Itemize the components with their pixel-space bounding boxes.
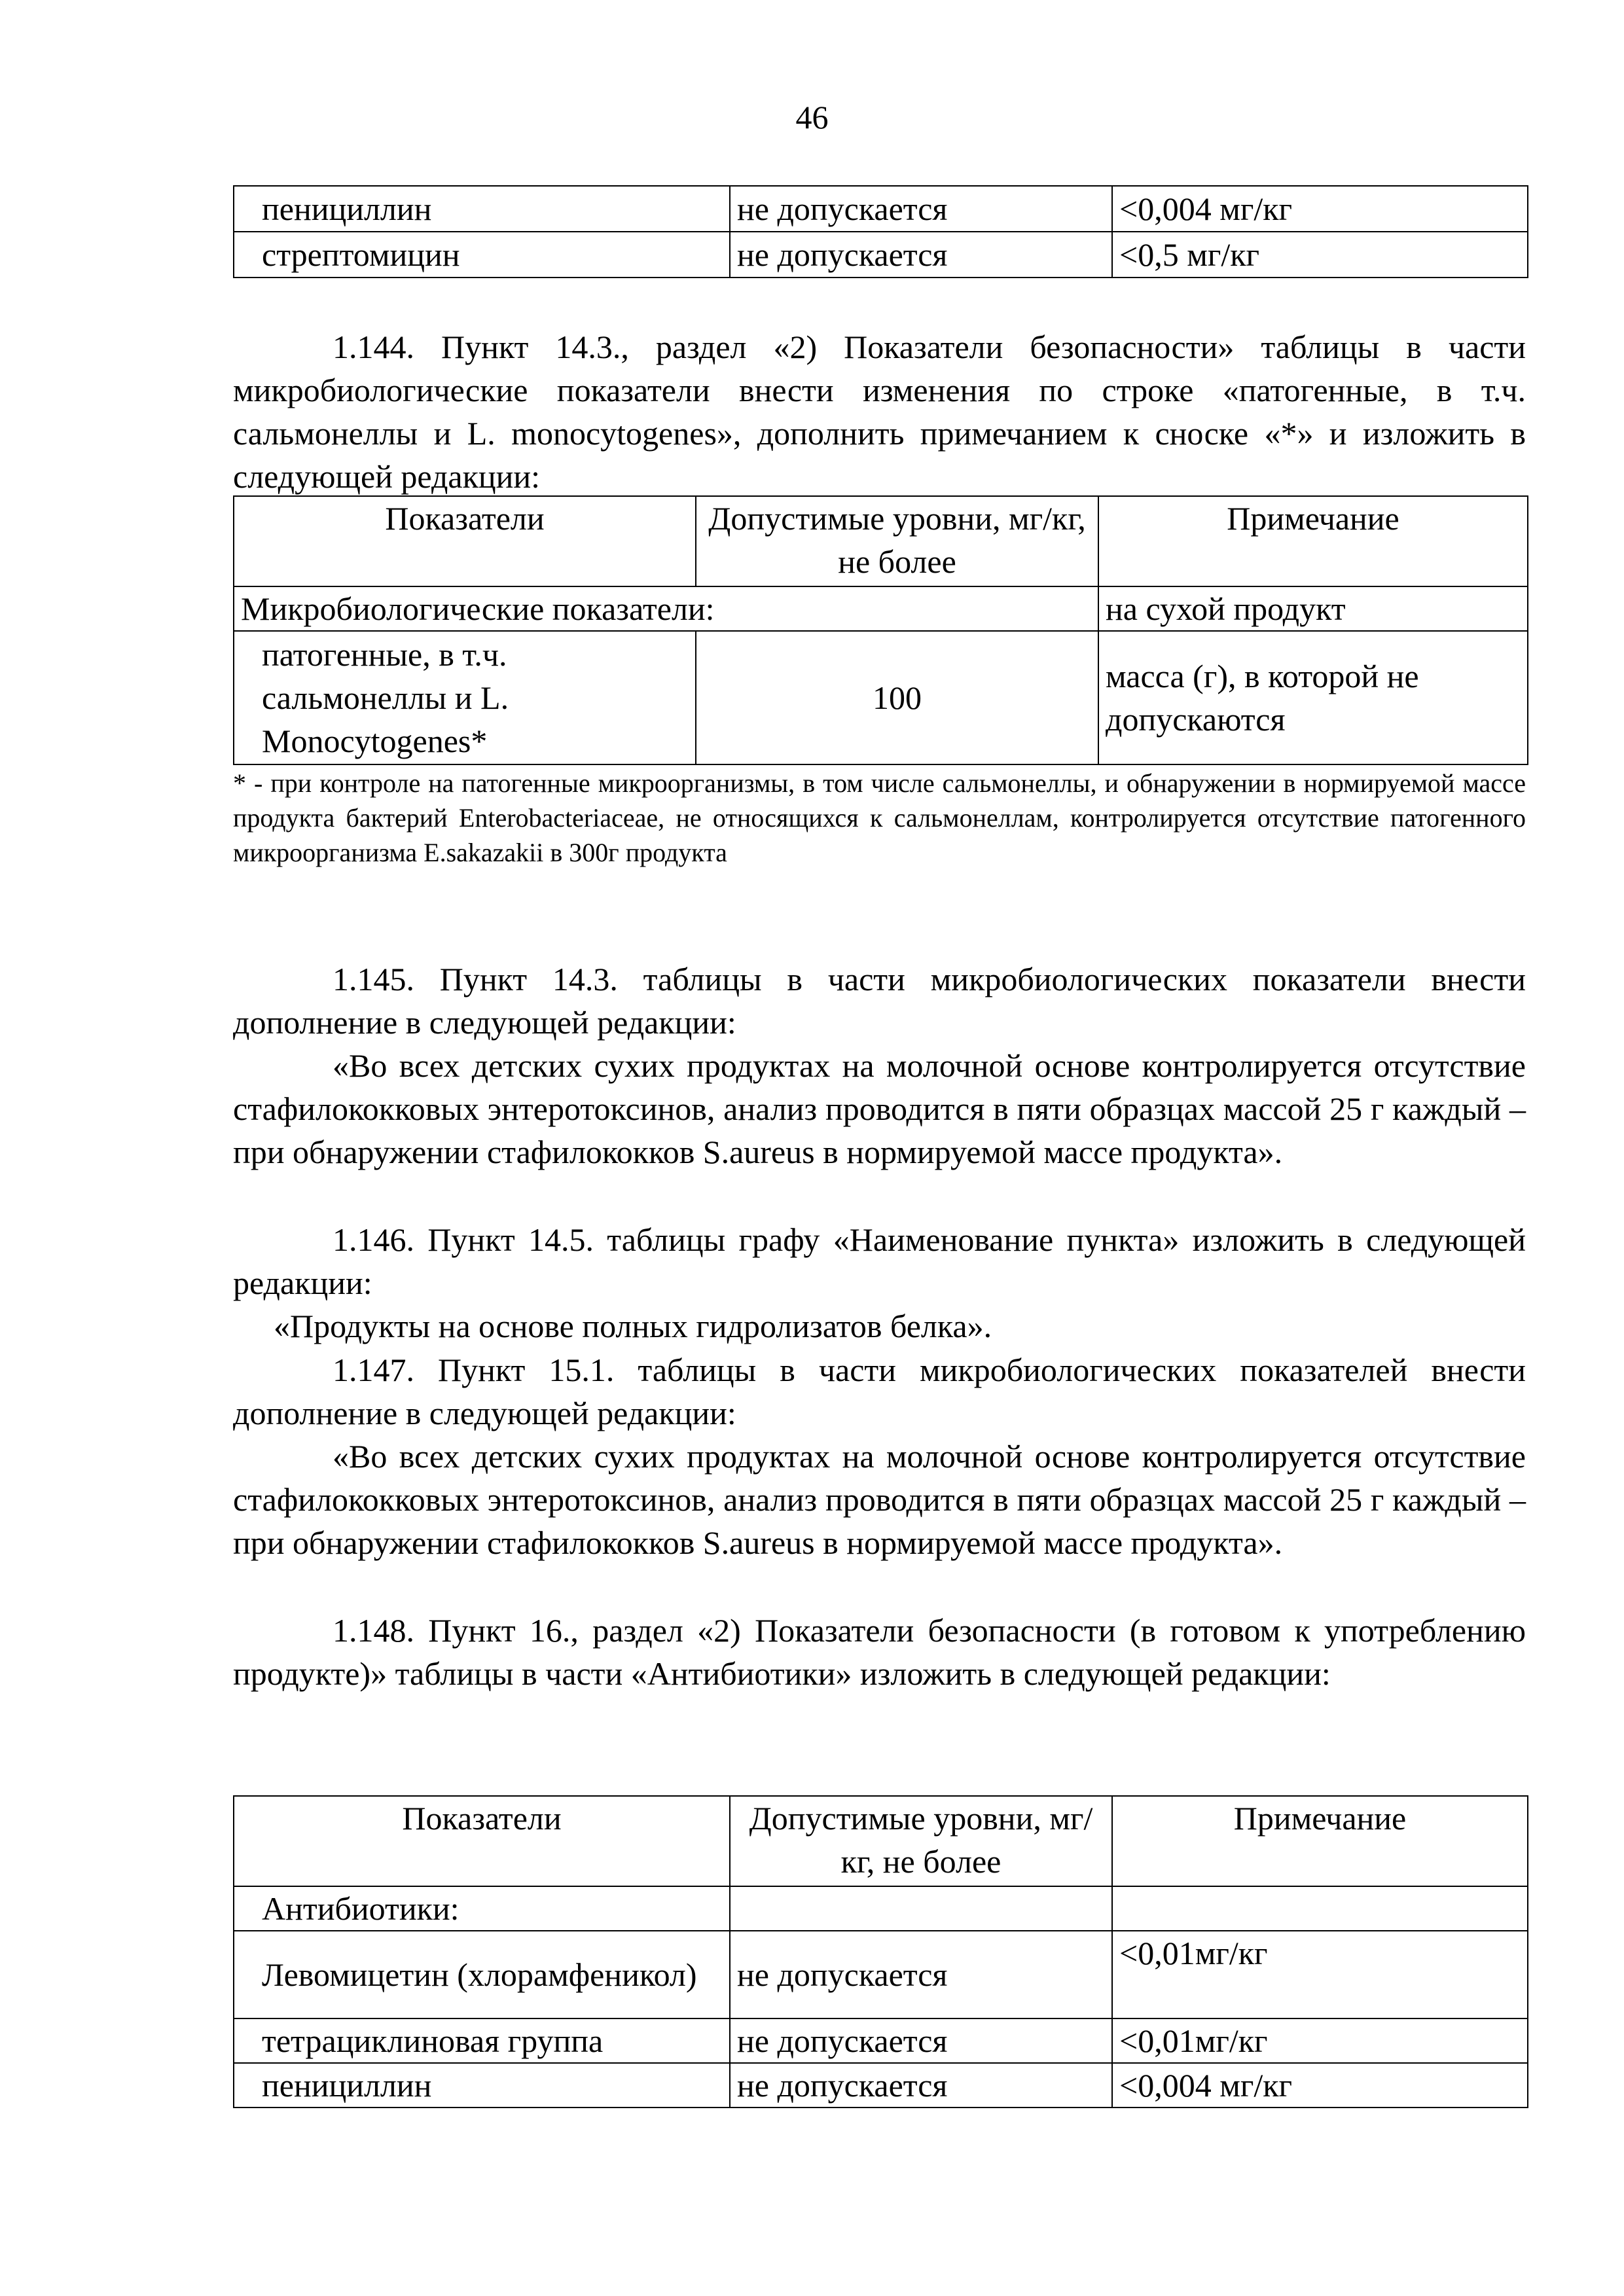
cell-name: Левомицетин (хлорамфеникол) <box>234 1931 730 2018</box>
table-antibiotics <box>233 1795 1528 2108</box>
table-row <box>234 2063 1528 2108</box>
header-levels: Допустимые уровни, мг/кг, не более <box>730 1796 1112 1886</box>
paragraph-text: 1.146. Пункт 14.5. таблицы графу «Наименование пункта» изложить в следующей редакции: <box>233 1221 1526 1301</box>
section-label: Микробиологические показатели: <box>234 586 1098 631</box>
header-note: Примечание <box>1112 1796 1528 1886</box>
cell-status: не допускается <box>730 1931 1112 2018</box>
quote-text: «Во всех детских сухих продуктах на молочной основе контролируется отсутствие стафилококковых энтеротоксинов, анализ проводится в пяти образцах массой 25 г каждый – при обнаружении стафилококков S.aureus в нормируемой массе продукта». <box>233 1438 1526 1561</box>
table-row <box>234 631 1528 764</box>
table-header-row <box>234 1796 1528 1886</box>
table-row <box>234 186 1528 232</box>
footnote: * - при контроле на патогенные микроорганизмы, в том числе сальмонеллы, и обнаружении в нормируемой массе продукта бактерий Enterobacteriaceae, не относящихся к сальмонеллам, контролируется отсутствие патогенного микроорганизма E.sakazakii в 300г продукта <box>233 768 1526 867</box>
page-number: 46 <box>795 99 829 135</box>
paragraph-text: 1.145. Пункт 14.3. таблицы в части микробиологических показатели внести дополнение в следующей редакции: <box>233 961 1526 1041</box>
cell-value: <0,01мг/кг <box>1112 1931 1528 2018</box>
table-row <box>234 1931 1528 2018</box>
cell-name: тетрациклиновая группа <box>234 2018 730 2063</box>
cell-status: не допускается <box>730 2063 1112 2108</box>
cell-value: <0,004 мг/кг <box>1112 186 1528 232</box>
quote-text: «Во всех детских сухих продуктах на молочной основе контролируется отсутствие стафилококковых энтеротоксинов, анализ проводится в пяти образцах массой 25 г каждый – при обнаружении стафилококков S.aureus в нормируемой массе продукта». <box>233 1047 1526 1170</box>
paragraph-text: 1.148. Пункт 16., раздел «2) Показатели безопасности (в готовом к употреблению продукте)» таблицы в части «Антибиотики» изложить в следующей редакции: <box>233 1612 1526 1692</box>
table-header-row <box>234 496 1528 586</box>
cell-name: пенициллин <box>234 186 730 232</box>
section-empty <box>1112 1886 1528 1931</box>
cell-value: 100 <box>696 631 1098 764</box>
paragraph-1-145 <box>233 958 1526 1174</box>
cell-name: пенициллин <box>234 2063 730 2108</box>
cell-value: <0,01мг/кг <box>1112 2018 1528 2063</box>
quote-text: «Продукты на основе полных гидролизатов белка». <box>274 1308 992 1344</box>
table-row <box>234 232 1528 278</box>
header-note: Примечание <box>1098 496 1528 586</box>
table-antibiotics-continuation <box>233 185 1528 278</box>
header-levels: Допустимые уровни, мг/кг, не более <box>696 496 1098 586</box>
cell-status: не допускается <box>730 186 1112 232</box>
paragraph-1-144 <box>233 325 1526 498</box>
cell-value: <0,004 мг/кг <box>1112 2063 1528 2108</box>
table-microbiology <box>233 495 1528 765</box>
header-indicators: Показатели <box>234 1796 730 1886</box>
paragraph-1-148 <box>233 1609 1526 1695</box>
paragraph-text: 1.144. Пункт 14.3., раздел «2) Показатели безопасности» таблицы в части микробиологические показатели внести изменения по строке «патогенные, в т.ч. сальмонеллы и L. monocytogenes», дополнить примечанием к сноске «*» и изложить в следующей редакции: <box>233 329 1526 495</box>
paragraph-1-147 <box>233 1348 1526 1564</box>
cell-name: стрептомицин <box>234 232 730 278</box>
table-section-row <box>234 1886 1528 1931</box>
paragraph-text: 1.147. Пункт 15.1. таблицы в части микробиологических показателей внести дополнение в следующей редакции: <box>233 1352 1526 1431</box>
cell-note: масса (г), в которой не допускаются <box>1098 631 1528 764</box>
cell-status: не допускается <box>730 232 1112 278</box>
cell-name: патогенные, в т.ч. сальмонеллы и L. Monocytogenes* <box>234 631 696 764</box>
header-indicators: Показатели <box>234 496 696 586</box>
section-empty <box>730 1886 1112 1931</box>
table-section-row <box>234 586 1528 631</box>
table-row <box>234 2018 1528 2063</box>
cell-status: не допускается <box>730 2018 1112 2063</box>
section-note: на сухой продукт <box>1098 586 1528 631</box>
paragraph-1-146 <box>233 1218 1526 1348</box>
cell-value: <0,5 мг/кг <box>1112 232 1528 278</box>
section-label: Антибиотики: <box>234 1886 730 1931</box>
